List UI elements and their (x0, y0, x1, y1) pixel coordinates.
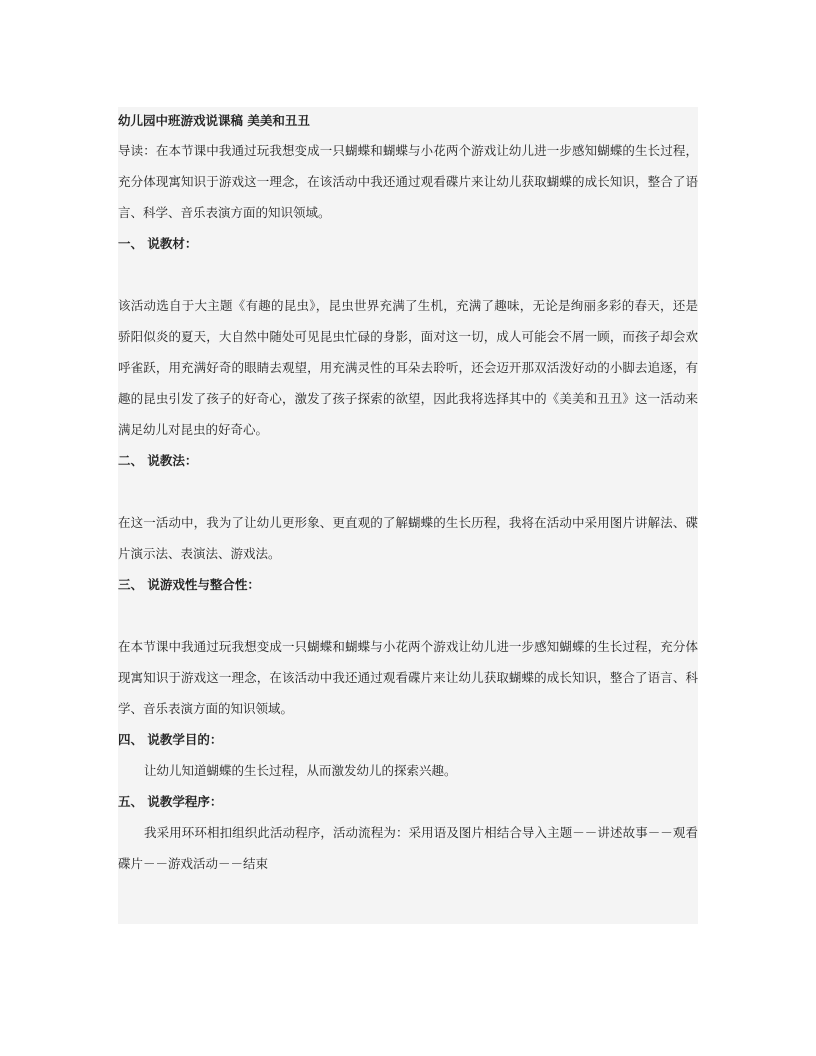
section-heading-teaching-procedure: 五、 说教学程序： (118, 794, 223, 809)
section-body-teaching-method: 在这一活动中，我为了让幼儿更形象、更直观的了解蝴蝶的生长历程，我将在活动中采用图片讲解法、碟片演示法、表演法、游戏法。 (118, 515, 698, 561)
section-body-game-integration: 在本节课中我通过玩我想变成一只蝴蝶和蝴蝶与小花两个游戏让幼儿进一步感知蝴蝶的生长过程，充分体现寓知识于游戏这一理念，在该活动中我还通过观看碟片来让幼儿获取蝴蝶的成长知识，整合了语言、科学、音乐表演方面的知识领域。 (118, 639, 698, 716)
intro-paragraph: 导读：在本节课中我通过玩我想变成一只蝴蝶和蝴蝶与小花两个游戏让幼儿进一步感知蝴蝶的生长过程，充分体现寓知识于游戏这一理念，在该活动中我还通过观看碟片来让幼儿获取蝴蝶的成长知识，整合了语言、科学、音乐表演方面的知识领域。 (118, 143, 698, 220)
spacer (118, 476, 698, 507)
section-body-teaching-procedure: 我采用环环相扣组织此活动程序，活动流程为：采用语及图片相结合导入主题－－讲述故事－－观看碟片－－游戏活动－－结束 (118, 825, 698, 871)
document-body (118, 107, 698, 879)
spacer (118, 259, 698, 290)
spacer (118, 600, 698, 631)
section-body-teaching-material: 该活动选自于大主题《有趣的昆虫》，昆虫世界充满了生机，充满了趣味，无论是绚丽多彩的春天，还是骄阳似炎的夏天，大自然中随处可见昆虫忙碌的身影，面对这一切，成人可能会不屑一顾，而孩子却会欢呼雀跃，用充满好奇的眼睛去观望，用充满灵性的耳朵去聆听，还会迈开那双活泼好动的小脚去追逐，有趣的昆虫引发了孩子的好奇心，激发了孩子探索的欲望，因此我将选择其中的《美美和丑丑》这一活动来满足幼儿对昆虫的好奇心。 (118, 298, 698, 437)
section-heading-teaching-method: 二、 说教法： (118, 453, 198, 468)
section-heading-teaching-goal: 四、 说教学目的： (118, 732, 223, 747)
section-heading-game-integration: 三、 说游戏性与整合性： (118, 577, 260, 592)
section-body-teaching-goal: 让幼儿知道蝴蝶的生长过程，从而激发幼儿的探索兴趣。 (144, 763, 457, 778)
document-title: 幼儿园中班游戏说课稿 美美和丑丑 (118, 113, 310, 128)
section-heading-teaching-material: 一、 说教材： (118, 236, 198, 251)
